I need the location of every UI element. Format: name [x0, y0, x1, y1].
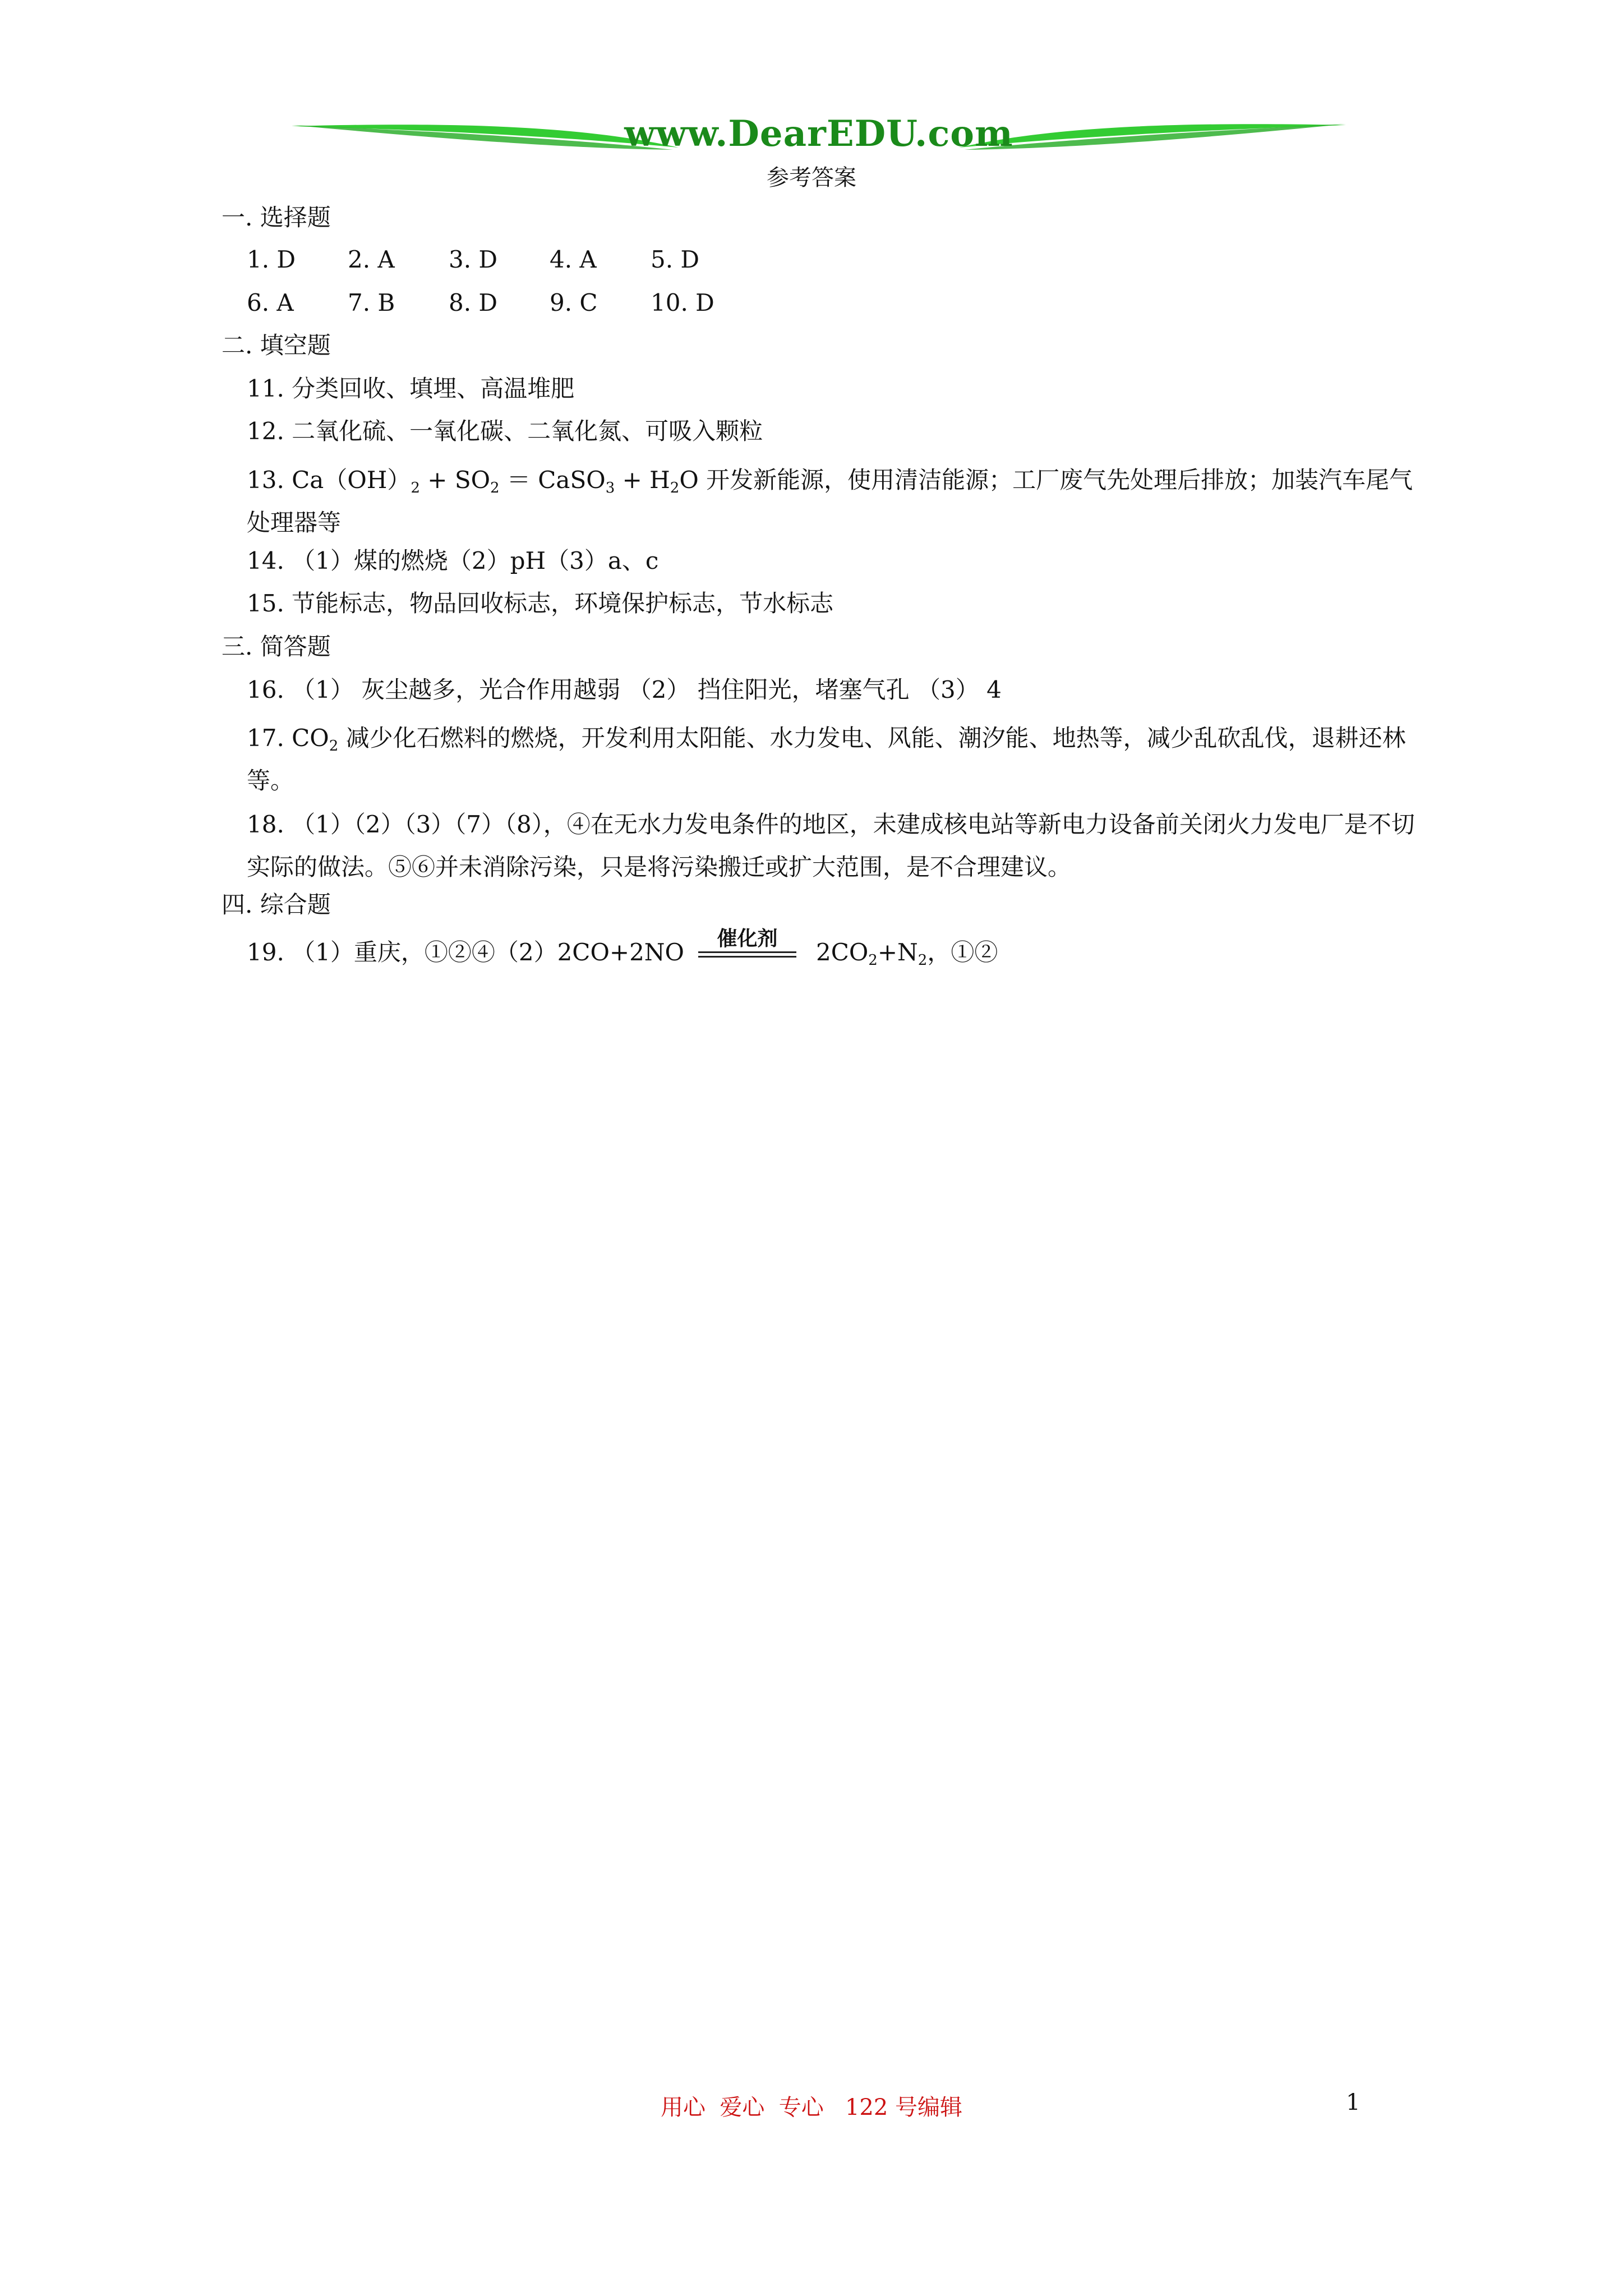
choice-answers-row-1: [247, 244, 751, 275]
document-title: 参考答案: [767, 165, 856, 191]
answer-19: 19. （1）重庆，①②④（2）2CO+2NO 催化剂 $2CO_2+N_2$，①②: [247, 937, 998, 968]
answer-13: 13. $Ca(OH)_2 + SO_2$ ＝ CaSO$_3$ + $H_2O$ 开发新能源，使用清洁能源；工厂废气先处理后排放；加装汽车尾气处理器等: [247, 466, 1413, 536]
answer-9: 9. C: [550, 289, 598, 316]
choice-answers-row-2: [247, 287, 751, 319]
answer-7: 7. B: [348, 289, 395, 316]
answer-15: 15. 节能标志，物品回收标志，环境保护标志，节水标志: [247, 590, 834, 617]
answer-3: 3. D: [449, 246, 498, 273]
answer-4: 4. A: [550, 246, 597, 273]
section-fill-heading: 二. 填空题: [222, 332, 331, 359]
answer-1: 1. D: [247, 246, 296, 273]
answer-8: 8. D: [449, 289, 498, 316]
answer-6: 6. A: [247, 289, 294, 316]
page-number: 1: [1346, 2090, 1361, 2115]
footer-note: 用心 爱心 专心 122 号编辑: [660, 2095, 963, 2120]
answer-14: 14. （1）煤的燃烧（2）pH（3）a、c: [247, 547, 659, 574]
answer-18: 18. （1）（2）（3）（7）（8），④在无水力发电条件的地区，未建成核电站等新电力设备前关闭火力发电厂是不切实际的做法。⑤⑥并未消除污染，只是将污染搬迁或扩大范围，是不合理建议。: [247, 811, 1415, 881]
answer-5: 5. D: [651, 246, 700, 273]
answer-16: 16. （1） 灰尘越多，光合作用越弱 （2） 挡住阳光，堵塞气孔 （3） 4: [247, 676, 1002, 703]
catalyst-reaction-arrow: [698, 927, 796, 968]
section-choice-heading: 一. 选择题: [222, 204, 331, 231]
section-comprehensive-heading: 四. 综合题: [222, 891, 331, 918]
answer-10: 10. D: [651, 289, 714, 316]
answer-11: 11. 分类回收、填埋、高温堆肥: [247, 375, 575, 402]
answer-17: 17. $CO_2$ 减少化石燃料的燃烧，开发利用太阳能、水力发电、风能、潮汐能、地热等，减少乱砍乱伐，退耕还林等。: [247, 724, 1406, 794]
catalyst-label: 催化剂: [717, 927, 778, 950]
answer-2: 2. A: [348, 246, 395, 273]
answer-12: 12. 二氧化硫、一氧化碳、二氧化氮、可吸入颗粒: [247, 417, 763, 445]
site-logo-text: www.DearEDU.com: [624, 113, 1013, 155]
header-banner: [292, 109, 1346, 160]
section-short-heading: 三. 简答题: [222, 633, 331, 660]
